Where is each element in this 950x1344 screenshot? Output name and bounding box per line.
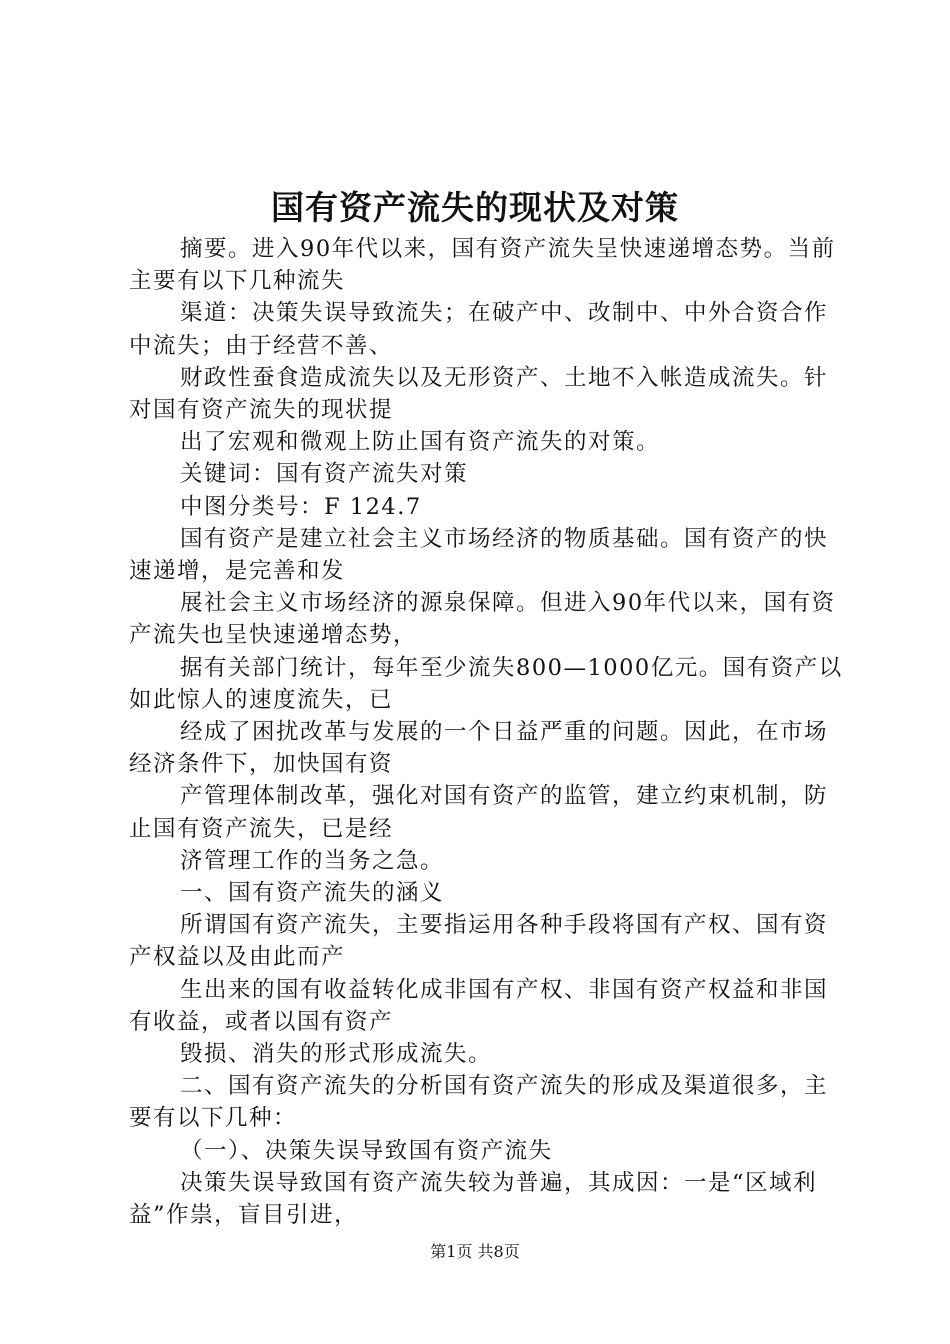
document-title: 国有资产流失的现状及对策 <box>271 188 679 227</box>
paragraph: 展社会主义市场经济的源泉保障。但进入90年代以来，国有资产流失也呈快速递增态势， <box>129 590 836 649</box>
paragraph: 经成了困扰改革与发展的一个日益严重的问题。因此，在市场经济条件下，加快国有资 <box>129 719 829 778</box>
paragraph: 摘要。进入90年代以来，国有资产流失呈快速递增态势。当前主要有以下几种流失 <box>129 236 836 295</box>
paragraph: 济管理工作的当务之急。 <box>180 847 445 874</box>
page-footer: 第1页 共8页 <box>430 1242 520 1261</box>
paragraph: 出了宏观和微观上防止国有资产流失的对策。 <box>180 429 661 456</box>
document-body <box>129 233 844 1231</box>
classification-line: 中图分类号：F 124.7 <box>180 493 422 520</box>
paragraph: 产管理体制改革，强化对国有资产的监管，建立约束机制，防止国有资产流失，已是经 <box>129 783 829 842</box>
paragraph: 财政性蚕食造成流失以及无形资产、土地不入帐造成流失。针对国有资产流失的现状提 <box>129 364 829 424</box>
section-heading: 二、国有资产流失的分析国有资产流失的形成及渠道很多，主要有以下几种： <box>129 1073 829 1132</box>
paragraph: 国有资产是建立社会主义市场经济的物质基础。国有资产的快速递增，是完善和发 <box>129 525 829 585</box>
keywords-line: 关键词：国有资产流失对策 <box>180 461 469 488</box>
paragraph: 所谓国有资产流失，主要指运用各种手段将国有产权、国有资产权益以及由此而产 <box>129 912 829 971</box>
paragraph: 毁损、消失的形式形成流失。 <box>180 1041 493 1068</box>
paragraph: 渠道：决策失误导致流失；在破产中、改制中、中外合资合作中流失；由于经营不善、 <box>129 300 829 359</box>
paragraph: 据有关部门统计，每年至少流失800—1000亿元。国有资产以如此惊人的速度流失，已 <box>129 654 843 713</box>
paragraph: 生出来的国有收益转化成非国有产权、非国有资产权益和非国有收益，或者以国有资产 <box>129 976 829 1035</box>
section-heading: 一、国有资产流失的涵义 <box>180 880 445 907</box>
subsection-heading: （一）、决策失误导致国有资产流失 <box>180 1137 553 1164</box>
paragraph: 决策失误导致国有资产流失较为普遍，其成因：一是“区域利益”作祟，盲目引进， <box>129 1169 818 1229</box>
